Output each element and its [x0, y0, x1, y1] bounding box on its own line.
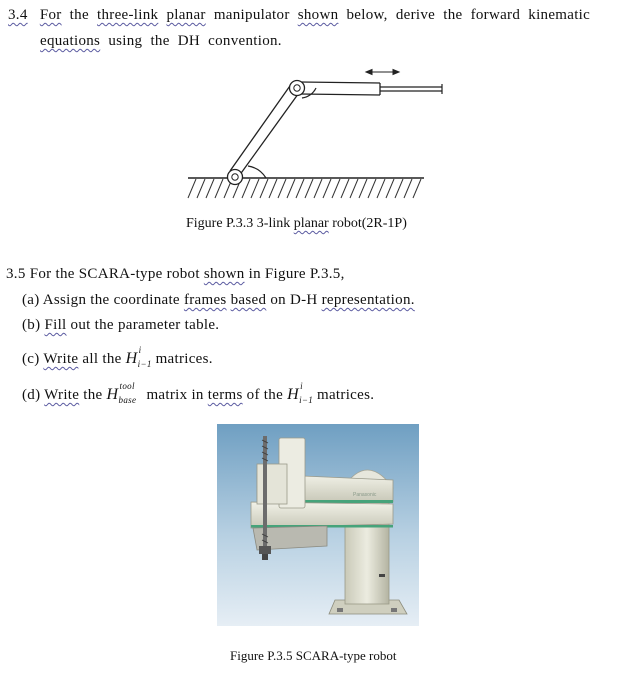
ground-hatching	[188, 179, 421, 198]
robot-arm-2	[251, 502, 393, 528]
tool-flange	[259, 546, 271, 554]
problem-number: 3.4	[8, 7, 28, 23]
item-d: (d) Write the H tool base matrix in terms of the H i i−1 matrices.	[22, 381, 375, 405]
scara-robot-photo	[217, 424, 419, 626]
arm-end-housing	[257, 464, 287, 504]
problem-3-4-line-1: 3.4 For the three-link planar manipulator shown below, derive the forward kinematic	[8, 7, 591, 23]
base-bolt	[337, 608, 343, 612]
h-matrix-symbol: H i i−1	[287, 381, 314, 405]
three-link-manipulator-diagram	[180, 60, 450, 200]
base-bolt	[391, 608, 397, 612]
problem-3-4-line-2: equations using the DH convention.	[40, 33, 282, 49]
figure-p33-caption: Figure P.3.3 3-link planar robot(2R-1P)	[186, 216, 407, 231]
brand-label: Panasonic	[353, 492, 377, 498]
h-matrix-symbol: H i i−1	[125, 345, 152, 369]
item-b: (b) Fill out the parameter table.	[22, 317, 220, 333]
prismatic-link-3	[380, 84, 442, 94]
joint-1-angle-arc	[248, 166, 266, 178]
link-1	[230, 83, 301, 176]
tool-tip	[262, 554, 268, 560]
item-a: (a) Assign the coordinate frames based on D-H representation.	[22, 292, 415, 308]
joint-1	[228, 170, 243, 185]
column-connector	[379, 574, 385, 577]
item-c: (c) Write all the H i i−1 matrices.	[22, 345, 213, 369]
h-tool-base-symbol: H tool base	[106, 381, 137, 405]
problem-3-5-intro: 3.5 For the SCARA-type robot shown in Figure P.3.5,	[6, 266, 345, 282]
joint-2	[290, 81, 305, 96]
double-arrow-icon	[366, 70, 399, 75]
figure-p35-caption: Figure P.3.5 SCARA-type robot	[230, 648, 397, 663]
